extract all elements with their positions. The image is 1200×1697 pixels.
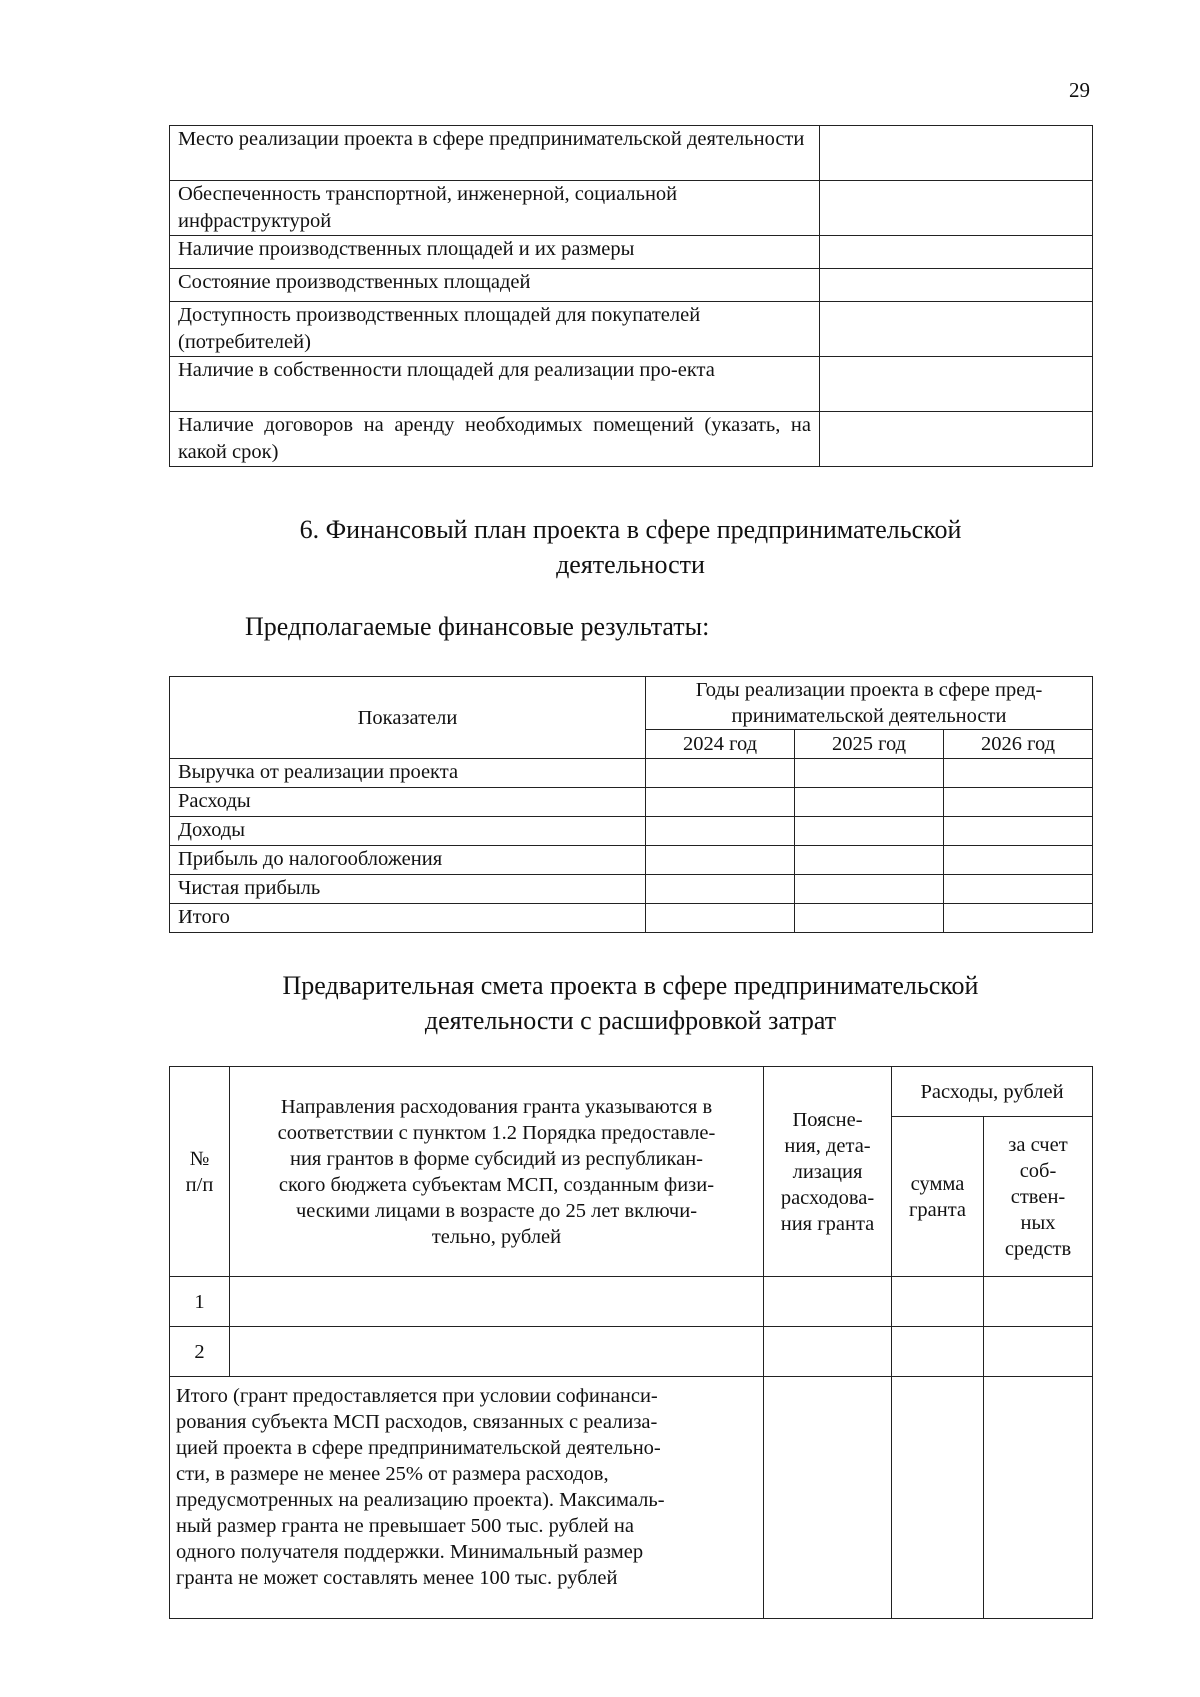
header-grant-sum-line: сумма bbox=[910, 1172, 965, 1195]
table-cell-label: Наличие в собственности площадей для реализации про-екта bbox=[170, 357, 820, 412]
table-cell bbox=[230, 1327, 764, 1377]
table-total-row bbox=[170, 1377, 1093, 1619]
table-row bbox=[170, 269, 1093, 302]
table-row bbox=[170, 181, 1093, 236]
table-row bbox=[170, 817, 1093, 846]
project-location-table bbox=[169, 125, 1093, 467]
row-label: Прибыль до налогообложения bbox=[170, 846, 646, 875]
row-label: Расходы bbox=[170, 788, 646, 817]
financial-results-table bbox=[169, 676, 1093, 933]
total-description bbox=[170, 1377, 764, 1619]
table-cell bbox=[230, 1277, 764, 1327]
estimate-heading-line2: деятельности с расшифровкой затрат bbox=[424, 1006, 837, 1035]
total-line: предусмотренных на реализацию проекта). Максималь- bbox=[176, 1489, 665, 1511]
header-number bbox=[170, 1067, 230, 1277]
table-cell bbox=[944, 904, 1093, 933]
table-header-row bbox=[170, 1067, 1093, 1117]
table-cell bbox=[646, 759, 795, 788]
table-cell bbox=[764, 1277, 892, 1327]
section-6-heading-line2: деятельности bbox=[556, 550, 705, 579]
header-own-funds-line: ных bbox=[1020, 1211, 1056, 1234]
row-number: 2 bbox=[170, 1327, 230, 1377]
table-cell-value bbox=[820, 126, 1093, 181]
table-cell-value bbox=[820, 412, 1093, 467]
header-number-line2: п/п bbox=[185, 1173, 214, 1196]
estimate-heading-line1: Предварительная смета проекта в сфере предпринимательской bbox=[282, 971, 979, 1000]
header-grant-sum-line: гранта bbox=[908, 1198, 967, 1221]
table-cell bbox=[646, 846, 795, 875]
header-years bbox=[646, 677, 1093, 730]
row-number: 1 bbox=[170, 1277, 230, 1327]
table-cell bbox=[764, 1327, 892, 1377]
total-line: гранта не может составлять менее 100 тыс. рублей bbox=[176, 1567, 618, 1589]
table-cell-value bbox=[820, 181, 1093, 236]
table-row bbox=[170, 1277, 1093, 1327]
table-row bbox=[170, 875, 1093, 904]
section-6-heading bbox=[169, 512, 1092, 582]
table-cell bbox=[892, 1377, 984, 1619]
table-row bbox=[170, 236, 1093, 269]
table-cell bbox=[892, 1327, 984, 1377]
table-cell-label: Место реализации проекта в сфере предпринимательской деятельности bbox=[170, 126, 820, 181]
total-line: рования субъекта МСП расходов, связанных с реализа- bbox=[176, 1411, 658, 1433]
estimate-heading bbox=[169, 968, 1092, 1038]
header-years-line2: принимательской деятельности bbox=[731, 705, 1007, 727]
total-line: цией проекта в сфере предпринимательской деятельно- bbox=[176, 1437, 661, 1459]
table-row bbox=[170, 759, 1093, 788]
table-cell bbox=[892, 1277, 984, 1327]
table-cell-label: Состояние производственных площадей bbox=[170, 269, 820, 302]
header-year-2025: 2025 год bbox=[795, 730, 944, 759]
table-row bbox=[170, 126, 1093, 181]
header-explanation-line: ния гранта bbox=[780, 1212, 875, 1235]
header-explanation-line: лизация bbox=[792, 1160, 863, 1183]
header-directions-line: ческими лицами в возрасте до 25 лет включи- bbox=[295, 1199, 698, 1222]
total-line: сти, в размере не менее 25% от размера расходов, bbox=[176, 1463, 609, 1485]
table-cell bbox=[795, 904, 944, 933]
table-cell bbox=[984, 1327, 1093, 1377]
header-directions-line: ского бюджета субъектам МСП, созданным физи- bbox=[278, 1173, 715, 1196]
table-cell-label: Обеспеченность транспортной, инженерной, социальной инфраструктурой bbox=[170, 181, 820, 236]
table-cell bbox=[944, 846, 1093, 875]
table-cell bbox=[764, 1377, 892, 1619]
header-year-2026: 2026 год bbox=[944, 730, 1093, 759]
header-explanation-line: ния, дета- bbox=[784, 1134, 871, 1157]
section-6-heading-line1: 6. Финансовый план проекта в сфере предпринимательской bbox=[299, 515, 962, 544]
table-row bbox=[170, 1327, 1093, 1377]
total-line: Итого (грант предоставляется при условии софинанси- bbox=[176, 1385, 658, 1407]
header-own-funds-line: ствен- bbox=[1010, 1185, 1066, 1208]
table-row bbox=[170, 302, 1093, 357]
table-cell bbox=[944, 817, 1093, 846]
header-own-funds-line: за счет bbox=[1008, 1133, 1068, 1156]
row-label: Итого bbox=[170, 904, 646, 933]
table-cell bbox=[795, 788, 944, 817]
row-label: Чистая прибыль bbox=[170, 875, 646, 904]
total-line: одного получателя поддержки. Минимальный размер bbox=[176, 1541, 644, 1563]
header-number-line1: № bbox=[189, 1147, 210, 1170]
table-cell bbox=[646, 817, 795, 846]
header-directions bbox=[230, 1067, 764, 1277]
header-year-2024: 2024 год bbox=[646, 730, 795, 759]
table-row bbox=[170, 412, 1093, 467]
table-row bbox=[170, 904, 1093, 933]
table-cell bbox=[795, 846, 944, 875]
header-own-funds-line: средств bbox=[1004, 1237, 1072, 1260]
row-label: Выручка от реализации проекта bbox=[170, 759, 646, 788]
header-grant-sum bbox=[892, 1117, 984, 1277]
table-row bbox=[170, 357, 1093, 412]
estimate-table bbox=[169, 1066, 1093, 1619]
page-number: 29 bbox=[1069, 78, 1090, 102]
table-cell bbox=[984, 1277, 1093, 1327]
header-explanation bbox=[764, 1067, 892, 1277]
header-explanation-line: расходова- bbox=[780, 1186, 875, 1209]
header-directions-line: соответствии с пунктом 1.2 Порядка предоставле- bbox=[277, 1121, 716, 1144]
table-row bbox=[170, 788, 1093, 817]
table-header-row bbox=[170, 677, 1093, 730]
table-cell-label: Наличие договоров на аренду необходимых помещений (указать, на какой срок) bbox=[170, 412, 820, 467]
header-own-funds-line: соб- bbox=[1019, 1159, 1057, 1182]
financial-results-subheading: Предполагаемые финансовые результаты: bbox=[245, 612, 710, 641]
table-cell bbox=[944, 759, 1093, 788]
header-explanation-line: Поясне- bbox=[792, 1108, 863, 1131]
row-label: Доходы bbox=[170, 817, 646, 846]
header-directions-line: Направления расходования гранта указываются в bbox=[280, 1095, 713, 1118]
table-cell bbox=[944, 788, 1093, 817]
table-cell-value bbox=[820, 302, 1093, 357]
header-directions-line: тельно, рублей bbox=[431, 1225, 562, 1248]
table-cell-value bbox=[820, 357, 1093, 412]
header-directions-line: ния грантов в форме субсидий из республикан- bbox=[289, 1147, 703, 1170]
table-cell bbox=[984, 1377, 1093, 1619]
table-cell bbox=[795, 759, 944, 788]
header-indicators: Показатели bbox=[170, 677, 646, 759]
table-cell bbox=[795, 875, 944, 904]
table-cell bbox=[646, 875, 795, 904]
table-cell-label: Доступность производственных площадей для покупателей (потребителей) bbox=[170, 302, 820, 357]
total-line: ный размер гранта не превышает 500 тыс. рублей на bbox=[176, 1515, 634, 1537]
table-cell bbox=[944, 875, 1093, 904]
header-expenses: Расходы, рублей bbox=[892, 1067, 1093, 1117]
table-cell-label: Наличие производственных площадей и их размеры bbox=[170, 236, 820, 269]
header-years-line1: Годы реализации проекта в сфере пред- bbox=[695, 679, 1043, 701]
table-row bbox=[170, 846, 1093, 875]
table-cell-value bbox=[820, 269, 1093, 302]
table-cell bbox=[646, 904, 795, 933]
table-cell bbox=[646, 788, 795, 817]
header-own-funds bbox=[984, 1117, 1093, 1277]
table-cell bbox=[795, 817, 944, 846]
table-cell-value bbox=[820, 236, 1093, 269]
